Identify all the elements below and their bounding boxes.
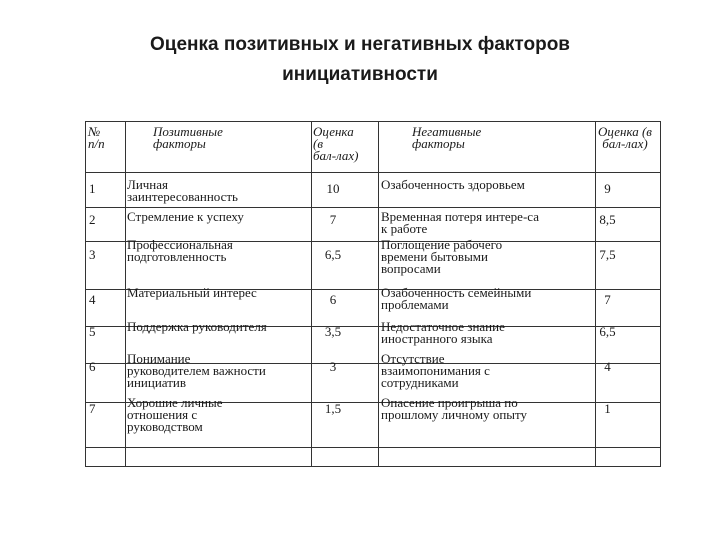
- row-7-negative-score: 1: [604, 401, 611, 416]
- row-5-positive-factor: Поддержка руководителя: [127, 319, 267, 334]
- row-4-positive-score: 6: [329, 292, 337, 307]
- header-positive-score: Оценка (в бал-лах): [313, 124, 359, 163]
- row-4-num: 4: [89, 292, 96, 307]
- row-1-negative-factor: Озабоченность здоровьем: [381, 177, 525, 192]
- row-6-positive-factor: Понимание руководителем важности инициатив: [127, 351, 266, 390]
- row-2-positive-score: 7: [329, 212, 337, 227]
- title-line-1: Оценка позитивных и негативных факторов: [150, 34, 570, 55]
- table-row-border: [85, 447, 661, 448]
- row-5-negative-factor: Недостаточное знание иностранного языка: [381, 319, 505, 346]
- row-7-negative-factor: Опасение проигрыша по прошлому личному опыту: [381, 395, 528, 422]
- header-num: № п/п: [88, 124, 105, 151]
- row-1-num: 1: [89, 181, 96, 196]
- table-row-border: [85, 207, 661, 208]
- row-5-positive-score: 3,5: [324, 324, 342, 339]
- header-positive-factors: Позитивные факторы: [153, 124, 223, 151]
- header-negative-factors: Негативные факторы: [412, 124, 482, 151]
- row-2-negative-score: 8,5: [599, 212, 616, 227]
- row-4-negative-factor: Озабоченность семейными проблемами: [381, 285, 532, 312]
- row-3-negative-factor: Поглощение рабочего времени бытовыми вопросами: [381, 237, 503, 276]
- table-row-border: [85, 121, 661, 122]
- row-2-negative-factor: Временная потеря интере-са к работе: [381, 209, 539, 236]
- row-1-positive-factor: Личная заинтересованность: [127, 177, 238, 204]
- title-line-2: инициативности: [282, 64, 438, 85]
- row-2-positive-factor: Стремление к успеху: [127, 209, 244, 224]
- row-4-negative-score: 7: [604, 292, 611, 307]
- row-1-positive-score: 10: [326, 181, 340, 196]
- row-2-num: 2: [89, 212, 96, 227]
- row-3-positive-factor: Профессиональная подготовленность: [127, 237, 233, 264]
- row-6-negative-factor: Отсутствие взаимопонимания с сотрудниками: [381, 351, 490, 390]
- row-6-num: 6: [89, 359, 96, 374]
- row-4-positive-factor: Материальный интерес: [127, 285, 257, 300]
- row-7-positive-factor: Хорошие личные отношения с руководством: [127, 395, 223, 434]
- row-6-positive-score: 3: [329, 359, 337, 374]
- row-3-negative-score: 7,5: [599, 247, 616, 262]
- row-5-num: 5: [89, 324, 96, 339]
- row-1-negative-score: 9: [604, 181, 611, 196]
- row-3-positive-score: 6,5: [324, 247, 342, 262]
- row-6-negative-score: 4: [604, 359, 611, 374]
- row-7-num: 7: [89, 401, 96, 416]
- header-negative-score: Оценка (в бал-лах): [598, 124, 652, 151]
- table-row-border: [85, 172, 661, 173]
- row-3-num: 3: [89, 247, 96, 262]
- table-row-border: [85, 466, 661, 467]
- factors-table: [85, 121, 661, 467]
- row-5-negative-score: 6,5: [599, 324, 616, 339]
- row-7-positive-score: 1,5: [324, 401, 342, 416]
- page-title: [0, 30, 720, 90]
